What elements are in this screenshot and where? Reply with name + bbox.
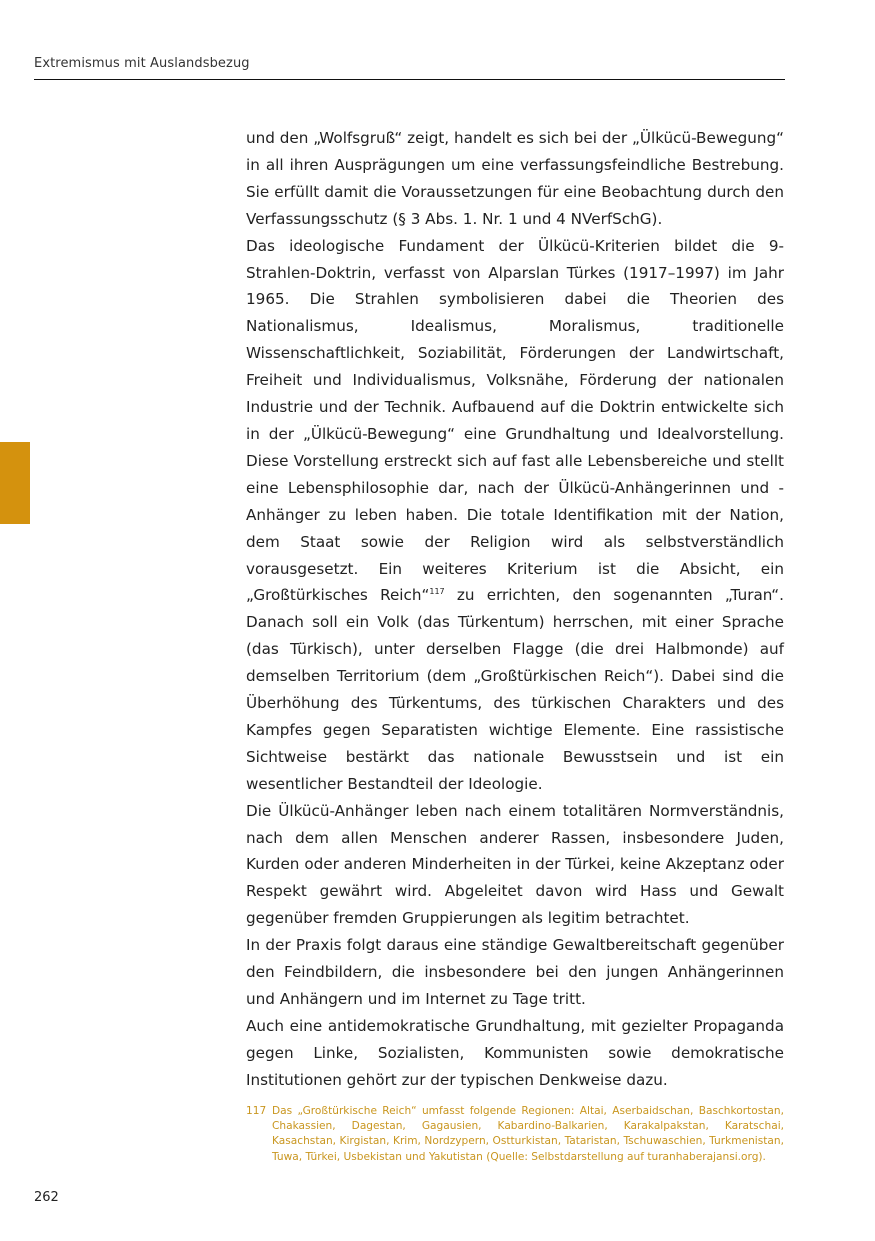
main-text-column — [246, 125, 784, 1094]
footnote — [246, 1104, 784, 1165]
paragraph: In der Praxis folgt daraus eine ständige Gewaltbereitschaft gegenüber den Feindbildern, die insbesondere bei den jungen Anhängerinnen und Anhängern und im Internet zu Tage tritt. — [246, 936, 784, 1008]
paragraph — [246, 233, 784, 798]
paragraph: und den „Wolfsgruß“ zeigt, handelt es sich bei der „Ülkücü-Bewegung“ in all ihren Ausprägungen um eine verfassungsfeindliche Bestrebung. Sie erfüllt damit die Voraussetzungen für eine Beobachtung durch den Verfassungsschutz (§ 3 Abs. 1. Nr. 1 und 4 NVerfSchG). — [246, 129, 784, 228]
footnote-reference[interactable]: 117 — [429, 587, 445, 597]
chapter-color-tab — [0, 442, 30, 524]
header-rule — [34, 79, 785, 80]
running-header-title: Extremismus mit Auslandsbezug — [34, 56, 250, 71]
paragraph-text: Das ideologische Fundament der Ülkücü-Kriterien bildet die 9-Strahlen-Doktrin, verfasst von Alparslan Türkes (1917–1997) im Jahr 1965. Die Strahlen symbolisieren dabei die Theorien des Nationalismus, Idealismus, Moralismus, traditionelle Wissenschaftlichkeit, Soziabilität, Förderungen der Landwirtschaft, Freiheit und Individualismus, Volksnähe, Förderung der nationalen Industrie und der Technik. Aufbauend auf die Doktrin entwickelte sich in der „Ülkücü-Bewegung“ eine Grundhaltung und Idealvorstellung. Diese Vorstellung erstreckt sich auf fast alle Lebensbereiche und stellt eine Lebensphilosophie dar, nach der Ülkücü-Anhängerinnen und -Anhänger zu leben haben. Die totale Identifikation mit der Nation, dem Staat sowie der Religion wird als selbstverständlich vorausgesetzt. Ein weiteres Kriterium ist die Absicht, ein „Großtürkisches Reich“ — [246, 236, 784, 605]
paragraph: Auch eine antidemokratische Grundhaltung, mit gezielter Propaganda gegen Linke, Sozialisten, Kommunisten sowie demokratische Institutionen gehört zur der typischen Denkweise dazu. — [246, 1016, 784, 1089]
footnote-number: 117 — [246, 1105, 267, 1117]
paragraph: Die Ülkücü-Anhänger leben nach einem totalitären Normverständnis, nach dem allen Menschen anderer Rassen, insbesondere Juden, Kurden oder anderen Minderheiten in der Türkei, keine Akzeptanz oder Respekt gewährt wird. Abgeleitet davon wird Hass und Gewalt gegenüber fremden Gruppierungen als legitim betrachtet. — [246, 801, 784, 928]
page-number: 262 — [34, 1190, 59, 1205]
paragraph-text: zu errichten, den sogenannten „Turan“. Danach soll ein Volk (das Türkentum) herrschen, mit einer Sprache (das Türkisch), unter derselben Flagge (die drei Halbmonde) auf demselben Territorium (dem „Großtürkischen Reich“). Dabei sind die Überhöhung des Türkentums, des türkischen Charakters und des Kampfes gegen Separatisten wichtige Elemente. Eine rassistische Sichtweise bestärkt das nationale Bewusstsein und ist ein wesentlicher Bestandteil der Ideologie. — [246, 586, 785, 793]
footnote-text: Das „Großtürkische Reich“ umfasst folgende Regionen: Altai, Aserbaidschan, Baschkortostan, Chakassien, Dagestan, Gagausien, Kabardino-Balkarien, Karakalpakstan, Karatschai, Kasachstan, Kirgistan, Krim, Nordzypern, Ostturkistan, Tataristan, Tschuwaschien, Turkmenistan, Tuwa, Türkei, Usbekistan und Yakutistan (Quelle: Selbstdarstellung auf turanhaberajansi.org). — [272, 1105, 784, 1163]
